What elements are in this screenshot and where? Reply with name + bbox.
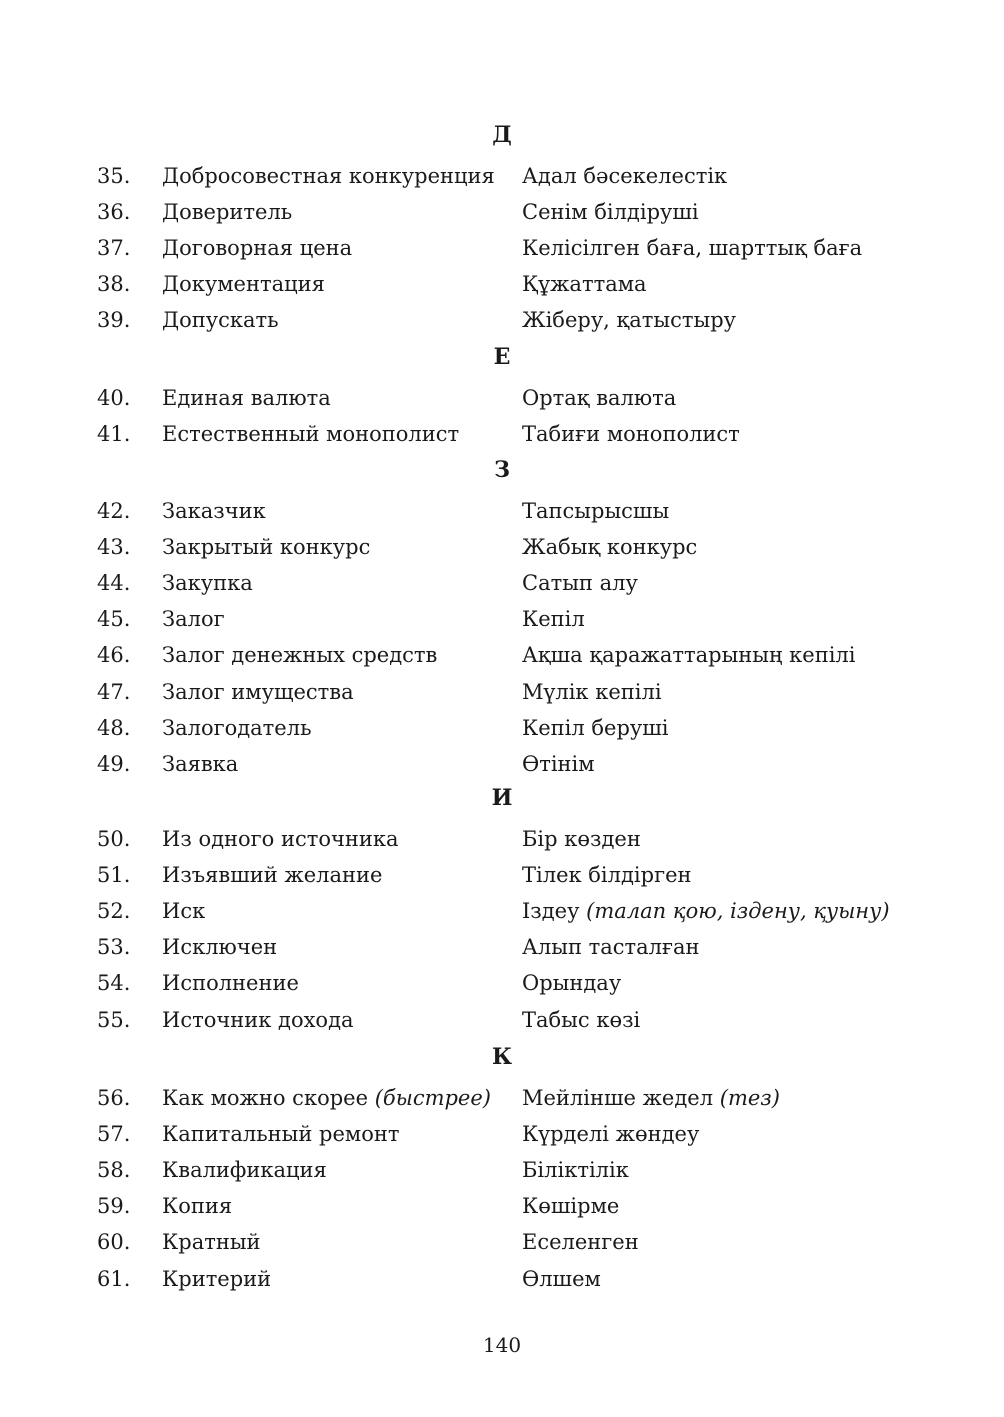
entry-number: 44. (97, 571, 131, 596)
kazakh-term-text: Жіберу, қатыстыру (522, 308, 736, 333)
kazakh-term (522, 896, 890, 926)
glossary-row (0, 532, 1004, 562)
glossary-row (0, 269, 1004, 299)
entry-number: 53. (97, 935, 131, 960)
kazakh-term (522, 269, 647, 299)
kazakh-term (522, 1227, 639, 1257)
kazakh-term-text: Күрделі жөндеу (522, 1122, 700, 1147)
russian-term-text: Изъявший желание (162, 863, 383, 888)
kazakh-term-text: Кепіл (522, 607, 585, 632)
kazakh-term (522, 383, 676, 413)
kazakh-term (522, 860, 692, 890)
russian-term-text: Залогодатель (162, 715, 312, 740)
kazakh-term-text: Ақша қаражаттарының кепілі (522, 643, 856, 668)
russian-term-text: Исключен (162, 935, 278, 960)
russian-term (162, 1005, 354, 1035)
kazakh-term (522, 1119, 699, 1149)
entry-number: 48. (97, 715, 131, 740)
russian-term-text: Закупка (162, 571, 253, 596)
kazakh-term-text: Өтінім (522, 751, 595, 776)
kazakh-term (522, 197, 699, 227)
russian-term (162, 419, 459, 449)
kazakh-term (522, 1264, 601, 1294)
russian-term-text: Естественный монополист (162, 422, 460, 447)
entry-number: 43. (97, 535, 131, 560)
kazakh-term-text: Еселенген (522, 1230, 639, 1255)
entry-number: 45. (97, 607, 131, 632)
entry-number: 36. (97, 200, 131, 225)
kazakh-term-text: Адал бәсекелестік (522, 164, 728, 188)
kazakh-term-text: Көшірме (522, 1194, 620, 1219)
glossary-row (0, 197, 1004, 227)
kazakh-term (522, 496, 669, 526)
russian-term-text: Залог имущества (162, 679, 354, 704)
kazakh-term (522, 568, 638, 598)
section-letter: З (494, 457, 510, 483)
kazakh-term (522, 161, 727, 191)
kazakh-term-text: Тілек білдірген (522, 863, 692, 888)
entry-number: 58. (97, 1158, 131, 1183)
entry-number: 50. (97, 827, 131, 851)
russian-term (162, 860, 382, 890)
kazakh-term-text: Мейлінше жедел (522, 1086, 714, 1110)
russian-term-text: Источник дохода (162, 1007, 354, 1032)
russian-term-text: Документация (162, 272, 325, 297)
russian-term (162, 896, 205, 926)
kazakh-term (522, 233, 862, 263)
kazakh-term (522, 604, 585, 634)
kazakh-term-text: Алып тасталған (522, 935, 700, 960)
section-letter: К (491, 1044, 512, 1070)
russian-term-text: Квалификация (162, 1158, 327, 1183)
russian-term (162, 568, 253, 598)
kazakh-term-text: Мүлік кепілі (522, 679, 662, 704)
russian-term-text: Исполнение (162, 971, 299, 996)
section-letter: Е (493, 344, 511, 370)
kazakh-term (522, 532, 697, 562)
russian-term-text: Добросовестная конкуренция (162, 164, 495, 188)
russian-term-text: Кратный (162, 1230, 261, 1255)
russian-term-text: Доверитель (162, 200, 293, 225)
entry-number: 37. (97, 236, 131, 261)
entry-number: 60. (97, 1230, 131, 1255)
entry-number: 42. (97, 499, 131, 523)
entry-number: 54. (97, 971, 131, 996)
russian-term (162, 1227, 261, 1257)
kazakh-term-text: Табыс көзі (522, 1007, 641, 1032)
glossary-row (0, 1264, 1004, 1294)
glossary-row (0, 640, 1004, 670)
russian-term (162, 677, 354, 707)
glossary-row (0, 1227, 1004, 1257)
entry-number: 55. (97, 1007, 131, 1032)
kazakh-term (522, 713, 669, 743)
kazakh-term (522, 305, 736, 335)
glossary-row (0, 860, 1004, 890)
kazakh-term-text: Өлшем (522, 1266, 601, 1291)
entry-number: 51. (97, 863, 131, 888)
entry-number: 38. (97, 272, 131, 297)
kazakh-term-text: Табиғи монополист (522, 422, 740, 447)
kazakh-term (522, 1191, 619, 1221)
russian-term (162, 496, 266, 526)
russian-term-text: Заказчик (162, 499, 266, 523)
russian-term (162, 197, 292, 227)
russian-term-text: Копия (162, 1194, 233, 1219)
glossary-row (0, 1119, 1004, 1149)
russian-term-text: Залог (162, 607, 225, 632)
kazakh-term-text: Ортақ валюта (522, 386, 677, 410)
kazakh-term (522, 968, 621, 998)
russian-term (162, 749, 238, 779)
russian-term (162, 532, 370, 562)
russian-term-text: Договорная цена (162, 236, 353, 261)
kazakh-term (522, 824, 641, 854)
glossary-row (0, 713, 1004, 743)
kazakh-term-text: Іздеу (522, 899, 580, 924)
kazakh-term (522, 932, 700, 962)
kazakh-term-note: (талап қою, іздену, қуыну) (586, 899, 890, 924)
russian-term (162, 1264, 271, 1294)
glossary-row (0, 568, 1004, 598)
entry-number: 47. (97, 679, 131, 704)
kazakh-term-text: Сатып алу (522, 571, 638, 596)
russian-term (162, 713, 312, 743)
entry-number: 56. (97, 1086, 131, 1110)
russian-term (162, 640, 437, 670)
entry-number: 49. (97, 751, 131, 776)
kazakh-term-note: (тез) (719, 1086, 780, 1110)
kazakh-term (522, 1005, 640, 1035)
section-letter: И (491, 785, 513, 811)
russian-term-text: Допускать (162, 308, 279, 333)
russian-term (162, 1155, 327, 1185)
russian-term-text: Из одного источника (162, 827, 399, 851)
russian-term (162, 1191, 232, 1221)
kazakh-term (522, 1155, 629, 1185)
glossary-row (0, 233, 1004, 263)
russian-term (162, 269, 325, 299)
kazakh-term-text: Құжаттама (522, 272, 647, 297)
glossary-row (0, 1005, 1004, 1035)
russian-term (162, 161, 495, 191)
glossary-row (0, 677, 1004, 707)
glossary-row (0, 1083, 1004, 1113)
glossary-row (0, 932, 1004, 962)
glossary-row (0, 161, 1004, 191)
russian-term-text: Закрытый конкурс (162, 535, 371, 560)
russian-term (162, 1119, 400, 1149)
page-number: 140 (482, 1333, 522, 1357)
entry-number: 41. (97, 422, 131, 447)
kazakh-term-text: Тапсырысшы (522, 499, 670, 523)
glossary-row (0, 604, 1004, 634)
entry-number: 57. (97, 1122, 131, 1147)
kazakh-term-text: Орындау (522, 971, 622, 996)
russian-term (162, 604, 225, 634)
russian-term-note: (быстрее) (374, 1086, 491, 1110)
kazakh-term-text: Бір көзден (522, 827, 641, 851)
entry-number: 35. (97, 164, 131, 188)
entry-number: 40. (97, 386, 131, 410)
russian-term-text: Иск (162, 899, 206, 924)
russian-term (162, 1083, 491, 1113)
glossary-row (0, 749, 1004, 779)
kazakh-term (522, 749, 595, 779)
section-letter: Д (492, 122, 512, 148)
entry-number: 59. (97, 1194, 131, 1219)
russian-term (162, 824, 399, 854)
russian-term-text: Заявка (162, 751, 239, 776)
glossary-row (0, 824, 1004, 854)
kazakh-term (522, 640, 855, 670)
glossary-row (0, 1191, 1004, 1221)
kazakh-term (522, 1083, 780, 1113)
glossary-row (0, 896, 1004, 926)
glossary-row (0, 305, 1004, 335)
glossary-row (0, 383, 1004, 413)
glossary-row (0, 1155, 1004, 1185)
russian-term-text: Капитальный ремонт (162, 1122, 400, 1147)
kazakh-term-text: Келісілген баға, шарттық баға (522, 236, 863, 261)
kazakh-term-text: Жабық конкурс (522, 535, 698, 560)
russian-term (162, 305, 279, 335)
kazakh-term (522, 677, 662, 707)
glossary-row (0, 419, 1004, 449)
kazakh-term-text: Сенім білдіруші (522, 200, 699, 225)
entry-number: 46. (97, 643, 131, 668)
russian-term-text: Залог денежных средств (162, 643, 438, 668)
entry-number: 61. (97, 1266, 131, 1291)
russian-term (162, 932, 277, 962)
kazakh-term-text: Кепіл беруші (522, 715, 669, 740)
russian-term (162, 233, 352, 263)
glossary-row (0, 968, 1004, 998)
glossary-row (0, 496, 1004, 526)
kazakh-term (522, 419, 740, 449)
kazakh-term-text: Біліктілік (522, 1158, 629, 1183)
russian-term (162, 383, 331, 413)
russian-term (162, 968, 299, 998)
russian-term-text: Как можно скорее (162, 1086, 369, 1110)
russian-term-text: Единая валюта (162, 386, 331, 410)
entry-number: 39. (97, 308, 131, 333)
russian-term-text: Критерий (162, 1266, 272, 1291)
entry-number: 52. (97, 899, 131, 924)
